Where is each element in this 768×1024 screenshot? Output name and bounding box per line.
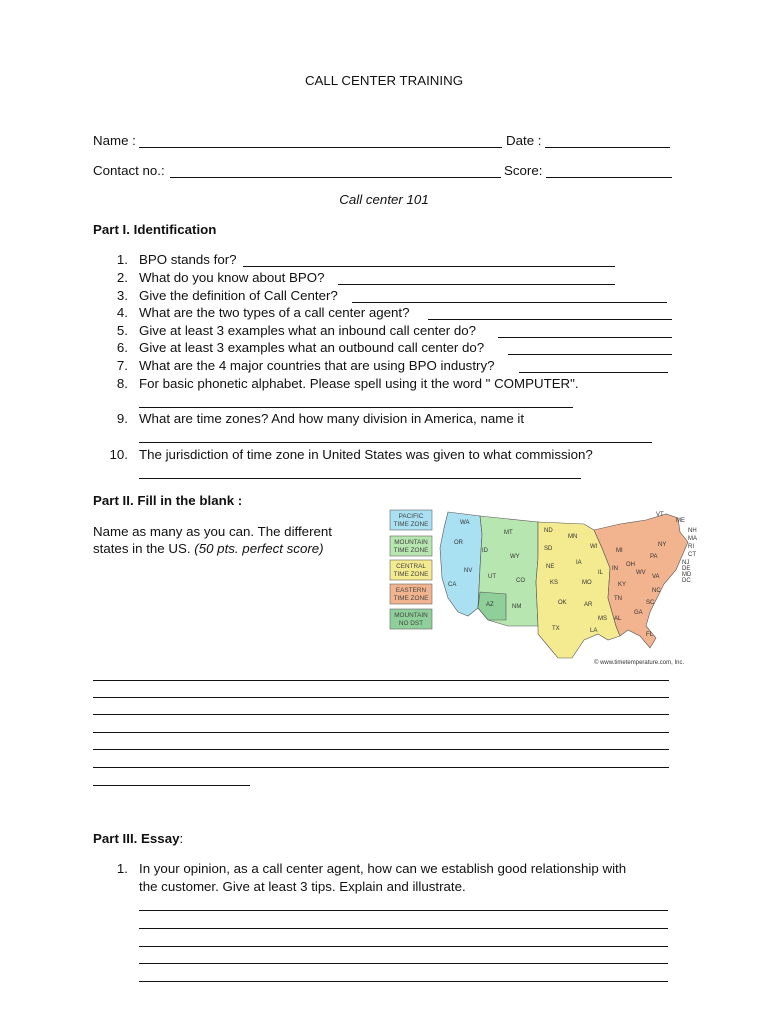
svg-text:IN: IN <box>612 566 618 572</box>
svg-text:SD: SD <box>544 546 553 552</box>
svg-text:MO: MO <box>582 580 592 586</box>
svg-text:KS: KS <box>550 580 559 586</box>
svg-text:MN: MN <box>568 534 578 540</box>
svg-text:IA: IA <box>576 560 582 566</box>
part3-heading <box>93 831 183 847</box>
question-number: 1. <box>116 252 128 267</box>
question-number: 10. <box>109 447 128 462</box>
name-label: Name : <box>93 133 136 148</box>
answer-line[interactable] <box>139 407 573 408</box>
svg-text:WV: WV <box>636 570 646 576</box>
question-text: What are the 4 major countries that are using BPO industry? <box>139 358 495 373</box>
question-number: 6. <box>116 340 128 355</box>
svg-text:MS: MS <box>598 616 607 622</box>
svg-text:DE: DE <box>682 566 691 572</box>
svg-text:MD: MD <box>682 572 692 578</box>
question-number: 9. <box>116 411 128 426</box>
svg-text:NV: NV <box>464 568 473 574</box>
part2-instruction-line2 <box>93 541 324 557</box>
svg-text:TIME ZONE: TIME ZONE <box>393 595 429 602</box>
answer-line[interactable] <box>93 732 669 733</box>
answer-line[interactable] <box>519 372 668 373</box>
svg-text:NC: NC <box>652 588 661 594</box>
question-text: What do you know about BPO? <box>139 270 325 285</box>
svg-text:IL: IL <box>598 570 604 576</box>
svg-text:AR: AR <box>584 602 593 608</box>
time-zone-legend <box>390 510 432 629</box>
svg-text:WY: WY <box>510 554 520 560</box>
score-field[interactable] <box>546 177 672 178</box>
svg-text:CENTRAL: CENTRAL <box>396 563 426 570</box>
score-label: Score: <box>504 163 543 178</box>
answer-line[interactable] <box>498 337 672 338</box>
svg-text:TIME ZONE: TIME ZONE <box>393 547 429 554</box>
svg-text:GA: GA <box>634 610 643 616</box>
svg-text:WA: WA <box>460 520 470 526</box>
svg-text:PA: PA <box>650 554 658 560</box>
answer-line[interactable] <box>93 697 669 698</box>
part2-instruction-line1: Name as many as you can. The different <box>93 524 332 539</box>
name-field[interactable] <box>139 147 502 148</box>
question-text: BPO stands for? <box>139 252 237 267</box>
answer-line[interactable] <box>139 981 668 982</box>
question-number: 7. <box>116 358 128 373</box>
us-time-zone-map <box>388 508 702 668</box>
answer-line[interactable] <box>338 284 615 285</box>
answer-line[interactable] <box>93 767 669 768</box>
question-number: 5. <box>116 323 128 338</box>
part2-heading: Part II. Fill in the blank : <box>93 493 243 508</box>
svg-text:CA: CA <box>448 582 457 588</box>
question-number: 4. <box>116 305 128 320</box>
part2-score-note: (50 pts. perfect score) <box>194 541 324 556</box>
answer-line[interactable] <box>139 928 668 929</box>
date-label: Date : <box>506 133 542 148</box>
svg-text:VA: VA <box>652 574 660 580</box>
answer-line[interactable] <box>93 680 669 681</box>
svg-text:OR: OR <box>454 540 463 546</box>
answer-line[interactable] <box>93 714 669 715</box>
answer-line[interactable] <box>243 266 615 267</box>
date-field[interactable] <box>545 147 670 148</box>
essay-question-number: 1. <box>116 861 128 876</box>
page-title: CALL CENTER TRAINING <box>304 73 464 88</box>
svg-text:RI: RI <box>688 544 694 550</box>
svg-text:FL: FL <box>646 632 654 638</box>
essay-question-line1: In your opinion, as a call center agent, how can we establish good relationship with <box>139 861 627 876</box>
svg-text:CO: CO <box>516 578 525 584</box>
svg-text:OK: OK <box>558 600 567 606</box>
svg-text:TIME ZONE: TIME ZONE <box>393 521 429 528</box>
answer-line[interactable] <box>139 442 652 443</box>
question-text: Give the definition of Call Center? <box>139 288 338 303</box>
pacific-region <box>440 512 482 616</box>
question-number: 2. <box>116 270 128 285</box>
answer-line[interactable] <box>428 319 672 320</box>
svg-text:LA: LA <box>590 628 598 634</box>
svg-text:SC: SC <box>646 600 655 606</box>
contact-field[interactable] <box>170 177 501 178</box>
svg-text:NH: NH <box>688 528 697 534</box>
svg-text:ME: ME <box>676 518 685 524</box>
svg-text:CT: CT <box>688 552 696 558</box>
question-text: Give at least 3 examples what an inbound call center do? <box>139 323 477 338</box>
svg-text:MOUNTAIN: MOUNTAIN <box>394 539 428 546</box>
answer-line[interactable] <box>139 946 668 947</box>
svg-text:ND: ND <box>544 528 553 534</box>
svg-text:KY: KY <box>618 582 627 588</box>
question-text: The jurisdiction of time zone in United States was given to what commission? <box>139 447 593 462</box>
part3-heading-text: Part III. Essay <box>93 831 180 846</box>
map-credit: © www.timetemperature.com, Inc. <box>594 660 685 666</box>
svg-text:ID: ID <box>482 548 488 554</box>
part3-heading-colon: : <box>179 831 184 846</box>
answer-line[interactable] <box>139 963 668 964</box>
svg-text:EASTERN: EASTERN <box>395 587 427 594</box>
answer-line[interactable] <box>139 910 668 911</box>
question-text: For basic phonetic alphabet. Please spell using it the word " COMPUTER". <box>139 376 579 391</box>
svg-text:MOUNTAIN: MOUNTAIN <box>394 612 428 619</box>
svg-text:UT: UT <box>488 574 496 580</box>
svg-text:NY: NY <box>658 542 667 548</box>
answer-line[interactable] <box>352 302 667 303</box>
svg-text:MT: MT <box>504 530 513 536</box>
part1-heading: Part I. Identification <box>93 222 217 237</box>
svg-text:NJ: NJ <box>682 560 690 566</box>
question-number: 3. <box>116 288 128 303</box>
svg-text:TX: TX <box>552 626 560 632</box>
question-number: 8. <box>116 376 128 391</box>
answer-line[interactable] <box>508 354 672 355</box>
svg-text:OH: OH <box>626 562 635 568</box>
answer-line[interactable] <box>93 785 250 786</box>
answer-line[interactable] <box>139 478 581 479</box>
part2-instruction-text: states in the US. <box>93 541 191 556</box>
svg-text:AL: AL <box>614 616 622 622</box>
svg-text:AZ: AZ <box>486 602 494 608</box>
svg-text:NM: NM <box>512 604 522 610</box>
subtitle: Call center 101 <box>339 192 429 207</box>
question-text: Give at least 3 examples what an outbound call center do? <box>139 340 485 355</box>
question-text: What are the two types of a call center agent? <box>139 305 410 320</box>
svg-text:VT: VT <box>656 512 664 518</box>
svg-text:MA: MA <box>688 536 697 542</box>
question-text: What are time zones? And how many division in America, name it <box>139 411 525 426</box>
svg-text:NO DST: NO DST <box>398 620 424 627</box>
svg-text:TIME ZONE: TIME ZONE <box>393 571 429 578</box>
contact-label: Contact no.: <box>93 163 165 178</box>
svg-text:NE: NE <box>546 564 555 570</box>
svg-text:WI: WI <box>590 544 598 550</box>
answer-line[interactable] <box>93 749 669 750</box>
svg-text:DC: DC <box>682 578 691 584</box>
essay-question-line2: the customer. Give at least 3 tips. Explain and illustrate. <box>139 879 466 894</box>
svg-text:TN: TN <box>614 596 622 602</box>
svg-text:MI: MI <box>616 548 623 554</box>
svg-text:PACIFIC: PACIFIC <box>398 513 424 520</box>
